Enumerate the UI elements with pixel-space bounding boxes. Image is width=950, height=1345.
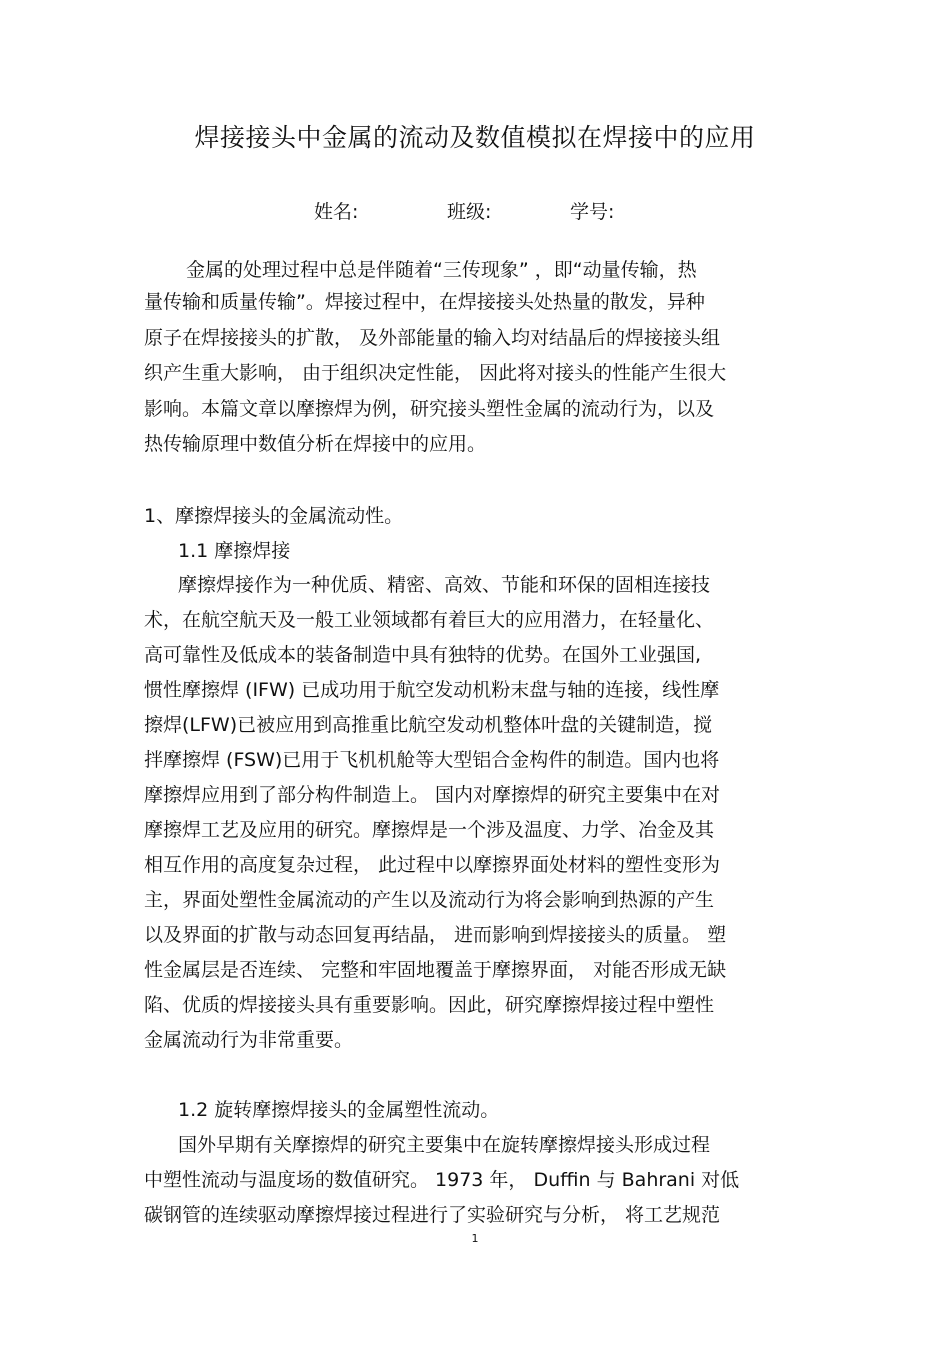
body-line: 摩擦焊应用到了部分构件制造上。 国内对摩擦焊的研究主要集中在对	[144, 784, 721, 806]
section-heading: 1、摩擦焊接头的金属流动性。	[144, 505, 404, 527]
intro-line: 量传输和质量传输”。焊接过程中，在焊接接头处热量的散发，异种	[144, 291, 705, 313]
body-line: 性金属层是否连续、 完整和牢固地覆盖于摩擦界面， 对能否形成无缺	[144, 959, 727, 981]
intro-line: 热传输原理中数值分析在焊接中的应用。	[144, 433, 487, 455]
body-line: 国外早期有关摩擦焊的研究主要集中在旋转摩擦焊接头形成过程	[178, 1134, 711, 1156]
student-id-label: 学号:	[570, 201, 615, 223]
body-line: 术，在航空航天及一般工业领域都有着巨大的应用潜力，在轻量化、	[144, 609, 715, 631]
intro-line: 影响。本篇文章以摩擦焊为例，研究接头塑性金属的流动行为，以及	[144, 398, 715, 420]
body-line: 碳钢管的连续驱动摩擦焊接过程进行了实验研究与分析， 将工艺规范	[144, 1204, 721, 1226]
intro-line: 织产生重大影响， 由于组织决定性能， 因此将对接头的性能产生很大	[144, 362, 727, 384]
intro-line: 金属的处理过程中总是伴随着“三传现象” ，即“动量传输，热	[186, 259, 697, 281]
body-line: 高可靠性及低成本的装备制造中具有独特的优势。在国外工业强国,	[144, 644, 702, 666]
body-line: 拌摩擦焊 (FSW)已用于飞机机舱等大型铝合金构件的制造。国内也将	[144, 749, 720, 771]
page-number: 1	[471, 1232, 479, 1245]
intro-line: 原子在焊接接头的扩散， 及外部能量的输入均对结晶后的焊接接头组	[144, 327, 721, 349]
name-label: 姓名:	[314, 201, 359, 223]
class-label: 班级:	[447, 201, 492, 223]
body-line: 擦焊(LFW)已被应用到高推重比航空发动机整体叶盘的关键制造，搅	[144, 714, 713, 736]
body-line: 相互作用的高度复杂过程， 此过程中以摩擦界面处材料的塑性变形为	[144, 854, 721, 876]
body-line: 摩擦焊工艺及应用的研究。摩擦焊是一个涉及温度、力学、冶金及其	[144, 819, 715, 841]
body-line: 陷、优质的焊接接头具有重要影响。因此，研究摩擦焊接过程中塑性	[144, 994, 715, 1016]
body-line: 摩擦焊接作为一种优质、精密、高效、节能和环保的固相连接技	[178, 574, 711, 596]
page-title: 焊接接头中金属的流动及数值模拟在焊接中的应用	[194, 123, 756, 152]
body-line: 主，界面处塑性金属流动的产生以及流动行为将会影响到热源的产生	[144, 889, 715, 911]
body-line: 中塑性流动与温度场的数值研究。 1973 年， Duffin 与 Bahrani 对低	[144, 1169, 740, 1191]
body-line: 以及界面的扩散与动态回复再结晶， 进而影响到焊接接头的质量。 塑	[144, 924, 727, 946]
subsection-heading: 1.1 摩擦焊接	[178, 540, 291, 562]
body-line: 金属流动行为非常重要。	[144, 1029, 354, 1051]
subsection-heading: 1.2 旋转摩擦焊接头的金属塑性流动。	[178, 1099, 500, 1121]
body-line: 惯性摩擦焊 (IFW) 已成功用于航空发动机粉末盘与轴的连接，线性摩	[144, 679, 720, 701]
